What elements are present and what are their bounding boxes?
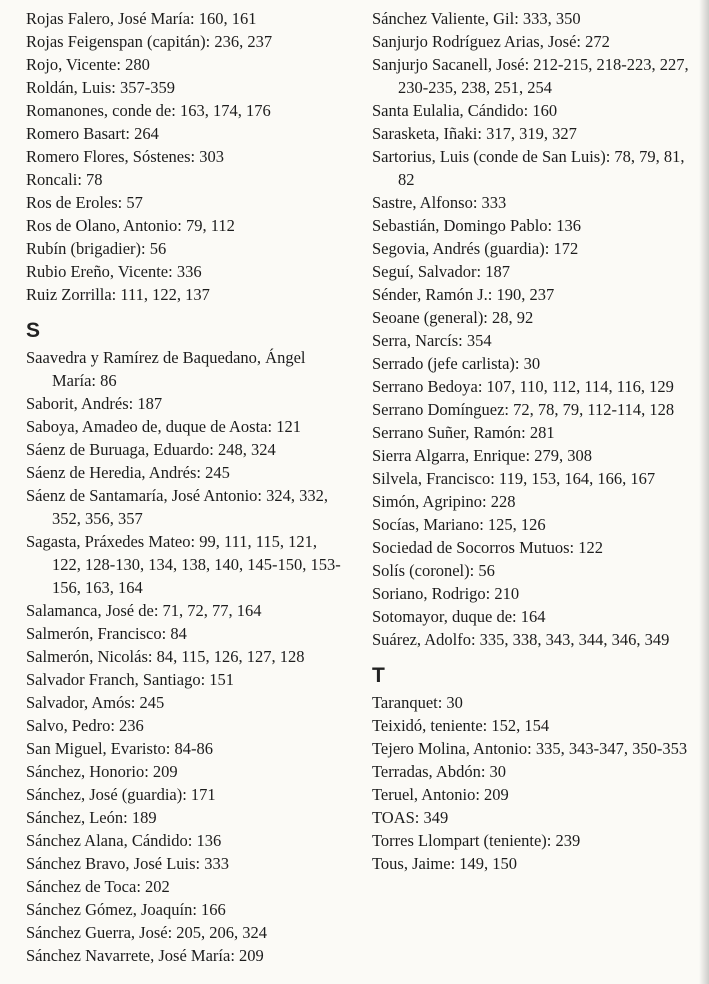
index-entry: Rubín (brigadier): 56: [26, 239, 167, 258]
index-entry: Salmerón, Francisco: 84: [26, 624, 187, 643]
index-entry: Saboya, Amadeo de, duque de Aosta: 121: [26, 417, 301, 436]
index-entry: Ros de Olano, Antonio: 79, 112: [26, 216, 235, 235]
index-column-right: [372, 7, 696, 875]
index-entry: Sastre, Alfonso: 333: [372, 193, 507, 212]
index-entry: Sarasketa, Iñaki: 317, 319, 327: [372, 124, 577, 143]
index-entry: TOAS: 349: [372, 808, 449, 827]
index-entry: Sénder, Ramón J.: 190, 237: [372, 285, 555, 304]
index-entry: San Miguel, Evaristo: 84-86: [26, 739, 213, 758]
index-entry: Roncali: 78: [26, 170, 103, 189]
index-entry: Serra, Narcís: 354: [372, 331, 492, 350]
index-entry: Rojas Feigenspan (capitán): 236, 237: [26, 32, 273, 51]
index-entry: Sanjurjo Rodríguez Arias, José: 272: [372, 32, 610, 51]
index-entry: Sánchez, León: 189: [26, 808, 157, 827]
index-entry: Saborit, Andrés: 187: [26, 394, 163, 413]
index-entry: Salamanca, José de: 71, 72, 77, 164: [26, 601, 262, 620]
entry-group-t: [372, 691, 696, 875]
index-entry: Sotomayor, duque de: 164: [372, 607, 546, 626]
index-entry: Santa Eulalia, Cándido: 160: [372, 101, 558, 120]
index-entry: Taranquet: 30: [372, 693, 463, 712]
index-entry: Romanones, conde de: 163, 174, 176: [26, 101, 271, 120]
index-entry: Silvela, Francisco: 119, 153, 164, 166, 167: [372, 469, 656, 488]
index-entry: Sánchez Guerra, José: 205, 206, 324: [26, 923, 268, 942]
index-entry: Rojas Falero, José María: 160, 161: [26, 9, 257, 28]
index-entry: Romero Basart: 264: [26, 124, 159, 143]
index-entry: Salvador, Amós: 245: [26, 693, 165, 712]
index-entry: Salvo, Pedro: 236: [26, 716, 144, 735]
index-entry: Sanjurjo Sacanell, José: 212-215, 218-223, 227, 230-235, 238, 251, 254: [372, 55, 689, 97]
index-entry: Serrano Domínguez: 72, 78, 79, 112-114, 128: [372, 400, 675, 419]
section-letter-t: T: [372, 664, 385, 687]
index-entry: Seguí, Salvador: 187: [372, 262, 510, 281]
index-entry: Solís (coronel): 56: [372, 561, 495, 580]
index-entry: Sagasta, Práxedes Mateo: 99, 111, 115, 121, 122, 128-130, 134, 138, 140, 145-150, 153-156, 163, 164: [26, 532, 341, 597]
index-entry: Sartorius, Luis (conde de San Luis): 78, 79, 81, 82: [372, 147, 685, 189]
index-entry: Ros de Eroles: 57: [26, 193, 143, 212]
index-entry: Seoane (general): 28, 92: [372, 308, 534, 327]
index-entry: Rubio Ereño, Vicente: 336: [26, 262, 202, 281]
index-entry: Segovia, Andrés (guardia): 172: [372, 239, 579, 258]
index-entry: Serrano Suñer, Ramón: 281: [372, 423, 555, 442]
entry-group-s: [26, 346, 344, 967]
index-entry: Terradas, Abdón: 30: [372, 762, 507, 781]
index-entry: Sebastián, Domingo Pablo: 136: [372, 216, 581, 235]
index-entry: Salmerón, Nicolás: 84, 115, 126, 127, 128: [26, 647, 305, 666]
index-entry: Sánchez Bravo, José Luis: 333: [26, 854, 230, 873]
index-entry: Sánchez Gómez, Joaquín: 166: [26, 900, 226, 919]
index-entry: Serrado (jefe carlista): 30: [372, 354, 541, 373]
index-entry: Salvador Franch, Santiago: 151: [26, 670, 235, 689]
index-column-left: [26, 7, 344, 967]
index-entry: Sáenz de Buruaga, Eduardo: 248, 324: [26, 440, 276, 459]
index-entry: Rojo, Vicente: 280: [26, 55, 150, 74]
index-entry: Ruiz Zorrilla: 111, 122, 137: [26, 285, 210, 304]
index-entry: Suárez, Adolfo: 335, 338, 343, 344, 346, 349: [372, 630, 670, 649]
index-entry: Romero Flores, Sóstenes: 303: [26, 147, 224, 166]
index-entry: Sáenz de Santamaría, José Antonio: 324, 332, 352, 356, 357: [26, 486, 328, 528]
index-entry: Serrano Bedoya: 107, 110, 112, 114, 116, 129: [372, 377, 674, 396]
entry-group-s-continued: [372, 7, 696, 651]
index-entry: Teruel, Antonio: 209: [372, 785, 509, 804]
page-gutter-shadow: [699, 0, 709, 984]
index-entry: Sánchez, Honorio: 209: [26, 762, 178, 781]
index-entry: Socías, Mariano: 125, 126: [372, 515, 546, 534]
index-entry: Sáenz de Heredia, Andrés: 245: [26, 463, 230, 482]
index-entry: Teixidó, teniente: 152, 154: [372, 716, 550, 735]
index-entry: Simón, Agripino: 228: [372, 492, 516, 511]
index-entry: Sierra Algarra, Enrique: 279, 308: [372, 446, 592, 465]
index-entry: Sánchez Alana, Cándido: 136: [26, 831, 222, 850]
entry-group-r: [26, 7, 344, 306]
index-entry: Sánchez Navarrete, José María: 209: [26, 946, 264, 965]
index-entry: Soriano, Rodrigo: 210: [372, 584, 520, 603]
index-entry: Tejero Molina, Antonio: 335, 343-347, 350-353: [372, 739, 688, 758]
index-entry: Roldán, Luis: 357-359: [26, 78, 175, 97]
index-entry: Sánchez de Toca: 202: [26, 877, 170, 896]
index-entry: Tous, Jaime: 149, 150: [372, 854, 518, 873]
index-entry: Saavedra y Ramírez de Baquedano, Ángel María: 86: [26, 348, 306, 390]
index-entry: Sánchez Valiente, Gil: 333, 350: [372, 9, 581, 28]
index-entry: Sánchez, José (guardia): 171: [26, 785, 216, 804]
section-letter-s: S: [26, 319, 41, 342]
index-entry: Sociedad de Socorros Mutuos: 122: [372, 538, 603, 557]
index-entry: Torres Llompart (teniente): 239: [372, 831, 581, 850]
